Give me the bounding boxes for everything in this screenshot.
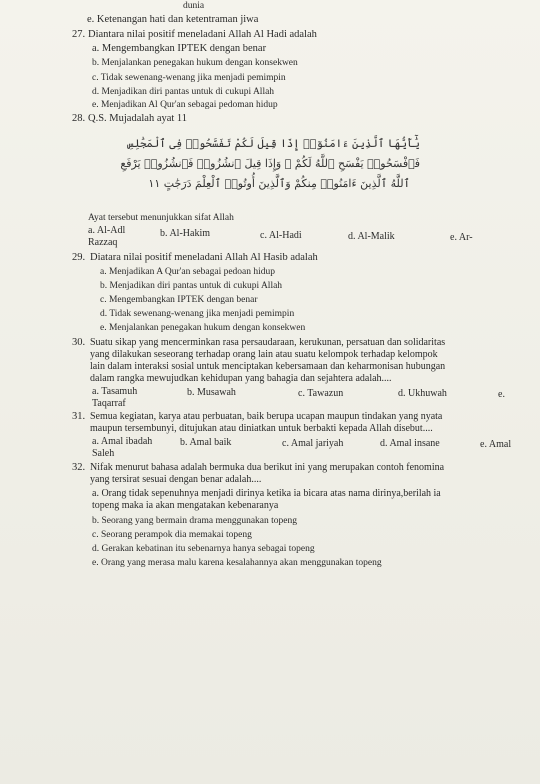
q32-line-1: Nifak menurut bahasa adalah bermuka dua berikut ini yang merupakan contoh fenomina [90,462,445,473]
q28-arabic-line-3: ٱللَّهُ ٱلَّذِينَ ءَامَنُوا۟ مِنكُمْ وَٱلَّذِينَ أُوتُوا۟ ٱلْعِلْمَ دَرَجَٰتٍ ١١ [148,177,410,190]
q29-option-b: b. Menjadikan diri pantas untuk di cukupi Allah [100,281,283,291]
q32-line-2: yang tersirat sesuai dengan benar adalah.... [90,474,262,485]
q31-option-a: a. Amal ibadah [92,436,153,447]
q28-arabic-line-2: فَٱفْسَحُوا۟ يَفْسَحِ ٱللَّهُ لَكُمْ ۖ وَإِذَا قِيلَ ٱنشُزُوا۟ فَٱنشُزُوا۟ يَرْفَعِ [120,157,420,170]
q32-option-a-line-2: topeng maka ia akan mengatakan kebenaranya [92,500,279,511]
q28-option-e-tail: Razzaq [88,237,118,248]
q28-arabic-line-1: يَٰٓأَيُّهَا ٱلَّذِينَ ءَامَنُوٓا۟ إِذَا قِيلَ لَكُمْ تَفَسَّحُوا۟ فِى ٱلْمَجَٰلِسِ [127,137,420,150]
q28-option-c: c. Al-Hadi [260,230,302,241]
q30-option-e: e. [498,389,505,400]
q32-number: 32. [72,462,86,473]
q27-option-e: e. Menjadikan Al Qur'an sebagai pedoman hidup [92,100,278,110]
q32-option-b: b. Seorang yang bermain drama menggunakan topeng [92,516,297,526]
q30-line-2: yang dilakukan seseorang terhadap orang lain atau suatu kelompok terhadap kelompok [90,349,438,360]
q28-stem: Q.S. Mujadalah ayat 11 [88,113,188,124]
q30-option-b: b. Musawah [187,387,236,398]
q32-option-e: e. Orang yang merasa malu karena kesalahannya akan menggunakan topeng [92,558,382,568]
q31-line-1: Semua kegiatan, karya atau perbuatan, baik berupa ucapan maupun tindakan yang nyata [90,411,443,422]
q31-option-c: c. Amal jariyah [282,438,344,449]
q27-stem: Diantara nilai positif meneladani Allah Al Hadi adalah [88,29,317,40]
q26-option-e: e. Ketenangan hati dan ketentraman jiwa [87,14,259,25]
q30-line-4: dalam rangka mewujudkan kehidupan yang bahagia dan sejahtera adalah.... [90,373,392,384]
q28-option-b: b. Al-Hakim [160,228,210,239]
q31-option-e: e. Amal [480,439,512,450]
q31-option-b: b. Amal baik [180,437,232,448]
q30-option-d: d. Ukhuwah [398,388,447,399]
q27-option-c: c. Tidak sewenang-wenang jika menjadi pemimpin [92,73,286,83]
q28-prompt: Ayat tersebut menunjukkan sifat Allah [88,213,234,223]
q30-line-1: Suatu sikap yang mencerminkan rasa persaudaraan, kerukunan, persatuan dan solidaritas [90,337,446,348]
q30-number: 30. [72,337,86,348]
q28-option-d: d. Al-Malik [348,231,395,242]
q29-stem: Diatara nilai positif meneladani Allah Al Hasib adalah [90,252,318,263]
q27-option-d: d. Menjadikan diri pantas untuk di cukupi Allah [92,87,275,97]
top-fragment: dunia [183,1,205,11]
q28-option-a: a. Al-Adl [88,225,126,236]
q29-option-c: c. Mengembangkan IPTEK dengan benar [100,295,258,305]
q32-option-a-line-1: a. Orang tidak sepenuhnya menjadi dirinya ketika ia bicara atas nama dirinya,berilah ia [92,488,441,499]
q27-option-a: a. Mengembangkan IPTEK dengan benar [92,43,267,54]
q31-number: 31. [72,411,86,422]
q31-line-2: maupun tersembunyi, ditujukan atau diniatkan untuk berbakti kepada Allah disebut.... [90,423,433,434]
q31-option-e-tail: Saleh [92,448,115,459]
q29-option-e: e. Menjalankan penegakan hukum dengan konsekwen [100,323,306,333]
q30-line-3: lain dalam interaksi sosial untuk menciptakan kebersamaan dan keharmonisan hubungan [90,361,446,372]
q30-option-c: c. Tawazun [298,388,344,399]
q28-number: 28. [72,113,86,124]
q29-option-a: a. Menjadikan A Qur'an sebagai pedoan hidup [100,267,276,277]
q32-option-c: c. Seorang perampok dia memakai topeng [92,530,252,540]
q27-number: 27. [72,29,86,40]
q28-option-e: e. Ar- [450,232,473,243]
q31-option-d: d. Amal insane [380,438,440,449]
q27-option-b: b. Menjalankan penegakan hukum dengan konsekwen [92,58,298,68]
q30-option-a: a. Tasamuh [92,386,138,397]
q29-number: 29. [72,252,86,263]
q29-option-d: d. Tidak sewenang-wenang jika menjadi pemimpin [100,309,295,319]
q32-option-d: d. Gerakan kebatinan itu sebenarnya hanya sebagai topeng [92,544,315,554]
q30-option-e-tail: Taqarraf [92,398,126,409]
